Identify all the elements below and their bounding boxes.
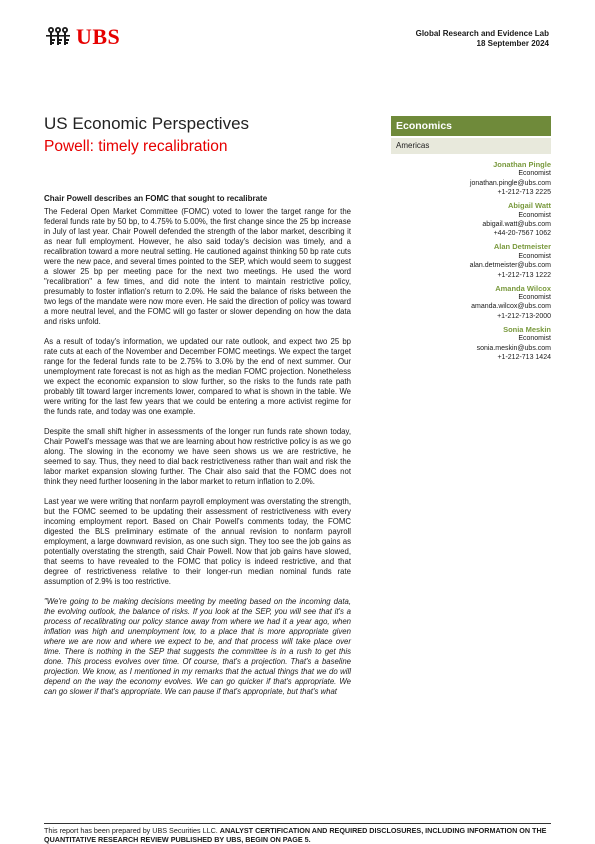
main-body — [44, 194, 351, 707]
report-subtitle: Powell: timely recalibration — [44, 138, 228, 155]
analyst-card — [391, 242, 551, 280]
report-date: 18 September 2024 — [476, 39, 549, 48]
disclosure-footer — [44, 826, 551, 844]
lab-name: Global Research and Evidence Lab — [415, 29, 549, 38]
analyst-name: Alan Detmeister — [493, 242, 551, 252]
footer-divider — [44, 823, 551, 824]
analyst-role: Economist — [518, 211, 551, 219]
body-paragraph: The Federal Open Market Committee (FOMC) voted to lower the target range for the federal funds rate by 50 bp, to 4.75% to 5.00%, the first change since the 25 bp increase in July of last year. Chair Powell defended the strength of the labor market, describing it as near full employment. However, he also said today's decision was timely, and a recalibration toward a more neutral setting. He cautioned against thinking 50 bp rate cuts were the new pace, and several times pointed to the SEP, which would seem to suggest a slower 25 bp per meeting pace for the next two meetings. He used the word "recalibration" a few times, and did note the intent to maintain restrictive policy, presumably to foster inflation's return to 2.0%. He said the balance of risks between the two legs of the mandate were now more even. He said the direction of policy was toward a more neutral level, and the FOMC will go faster or slower depending on how the data and risks unfold. — [44, 207, 351, 326]
analyst-role: Economist — [518, 252, 551, 260]
analyst-email[interactable]: amanda.wilcox@ubs.com — [471, 303, 551, 311]
analyst-phone: +1-212-713 1222 — [497, 271, 551, 279]
ubs-logo — [44, 26, 120, 48]
analyst-name: Jonathan Pingle — [493, 160, 551, 169]
analyst-card — [391, 325, 551, 363]
footer-prefix: This report has been prepared by UBS Securities LLC. — [44, 826, 218, 835]
analyst-phone: +1-212-713 2225 — [497, 189, 551, 197]
analyst-name: Sonia Meskin — [503, 324, 551, 334]
analyst-email[interactable]: alan.detmeister@ubs.com — [469, 262, 551, 270]
keys-icon — [44, 26, 72, 48]
body-paragraph: Despite the small shift higher in assessments of the longer run funds rate shown today, Chair Powell's message was that we are learning about how restrictive policy is as we go along. The slowing in the economy we have seen shows us we are restrictive, he seemed to say. Thus, they need to dial back restrictiveness rather than wait and risk the labor market expansion slowing further. The Chair also said that the FOMC does not think they need further loosening in the labor market to return inflation to 2.0%. — [44, 427, 351, 486]
analyst-phone: +1-212-713 1424 — [497, 354, 551, 362]
analyst-email[interactable]: sonia.meskin@ubs.com — [476, 344, 551, 352]
analyst-role: Economist — [518, 335, 551, 343]
header-info — [416, 29, 549, 49]
logo-text: UBS — [76, 24, 121, 49]
region-label: Americas — [391, 138, 551, 154]
analyst-list — [391, 160, 551, 366]
analyst-card — [391, 284, 551, 322]
section-heading: Chair Powell describes an FOMC that sought to recalibrate — [44, 194, 268, 203]
analyst-card — [391, 201, 551, 239]
footer-disclosure: ANALYST CERTIFICATION AND REQUIRED DISCLOSURES, INCLUDING INFORMATION ON THE QUANTITATIVE RESEARCH REVIEW PUBLISHED BY UBS, BEGIN ON PAGE 5. — [44, 826, 547, 844]
analyst-email[interactable]: abigail.watt@ubs.com — [482, 221, 551, 229]
analyst-phone: +1-212-713-2000 — [497, 312, 551, 320]
analyst-phone: +44-20-7567 1062 — [493, 230, 551, 238]
analyst-role: Economist — [518, 170, 551, 178]
analyst-card — [391, 160, 551, 198]
analyst-name: Amanda Wilcox — [495, 283, 551, 293]
report-title: US Economic Perspectives — [44, 114, 250, 133]
category-label: Economics — [391, 116, 551, 136]
analyst-name: Abigail Watt — [507, 201, 551, 211]
powell-quote: "We're going to be making decisions meeting by meeting based on the incoming data, the evolving outlook, the balance of risks. If you look at the SEP, you will see that it's a process of recalibrating our policy stance away from where we had it a year ago, when inflation was high and unemployment low, to a place that is more appropriate given where we are now and where we expect to be, and that process will take place over time. There is nothing in the SEP that suggests the committee is in a rush to get this done. This process evolves over time. Of course, that's a projection. That's a baseline projection. We know, as I mentioned in my remarks that the actual things that we do will depend on the way the economy evolves. We can go quicker if that's appropriate. We can go slower if that's appropriate. We can pause if that's appropriate, but that's what — [44, 597, 351, 696]
body-paragraph: Last year we were writing that nonfarm payroll employment was overstating the strength, but the FOMC seemed to be updating their assessment of restrictiveness with every incoming employment report. Based on Chair Powell's comments today, the FOMC digested the BLS preliminary estimate of the annual revision to nonfarm payroll employment, a large downward revision, as one such sign. They too see the job gains as potentially overstating the strength, said Chair Powell. Now that job gains have slowed, that seems to have revealed to the FOMC that policy is indeed restrictive, and that degree of restrictiveness relative to their longer-run median nominal funds rate assumption of 2.9% is too restrictive. — [44, 497, 351, 586]
analyst-role: Economist — [518, 294, 551, 302]
analyst-email[interactable]: jonathan.pingle@ubs.com — [469, 179, 551, 187]
body-paragraph: As a result of today's information, we updated our rate outlook, and expect two 25 bp rate cuts at each of the November and December FOMC meetings. We expect the target range for the federal funds rate to be 2.75% to 3.0% by the end of next summer. Our unemployment rate forecast is not as high as the median FOMC projection. Nonetheless we expect the economic expansion to slow further, so the risks to the funds rate path probably tilt toward larger increments lower, compared to what is shown in the table. We were writing for the last few years that we could be entering a more activist regime for the funds rate, and today was one example. — [44, 337, 351, 416]
